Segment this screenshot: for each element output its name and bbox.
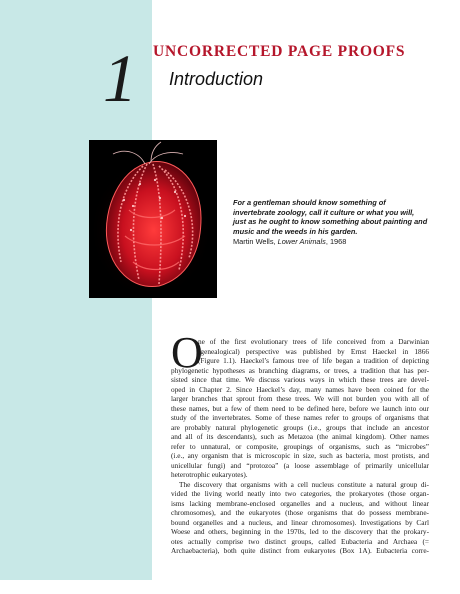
text-line: chromosomes), and the eukaryotes (those organisms that do possess membrane- (171, 508, 429, 517)
text-line: larger branches that sprout from these trees. We will not burden you with all of (171, 394, 429, 403)
drop-cap: O (171, 328, 203, 377)
epigraph-quote: For a gentleman should know something of invertebrate zoology, call it culture or what you will, just as he ought to know something about painting and music and the weeds in his garden. (233, 198, 428, 236)
paragraph-2 (171, 480, 429, 556)
text-line: bound organelles and a nucleus, and linear chromosomes). Investigations by Carl (171, 517, 429, 527)
epigraph-work: Lower Animals (277, 237, 326, 246)
text-line: and all of its descendants), such as Metazoa (the animal kingdom). Other names (171, 432, 429, 441)
text-line: (genealogical) perspective was published by Ernst Haeckel in 1866 (198, 346, 429, 356)
text-line: (Figure 1.1). Haeckel’s famous tree of life began a tradition of depicting (198, 356, 429, 365)
epigraph (233, 198, 429, 247)
text-line: Woese and others, beginning in the 1970s, led to the discovery that the prokary- (171, 527, 429, 536)
ctenophore-illustration (89, 140, 217, 298)
body-text (171, 337, 429, 556)
text-line: vided the living world neatly into two categories, the prokaryotes (those organ- (171, 489, 429, 498)
epigraph-attribution (233, 237, 429, 247)
epigraph-author: Martin Wells, (233, 237, 276, 246)
proof-watermark-label: UNCORRECTED PAGE PROOFS (153, 43, 406, 60)
text-line: otes actually comprise two distinct groups, called Eubacteria and Archaea (= (171, 536, 429, 546)
chapter-number: 1 (103, 40, 137, 116)
text-line: Archaebacteria), both quite distinct from eukaryotes (Box 1A). Eubacteria corre- (171, 546, 429, 555)
text-line: unicellular fungi) and “protozoa” (a loose assemblage of primarily unicellular (171, 460, 429, 470)
chapter-title: Introduction (169, 69, 264, 89)
text-line: isms lacking membrane-enclosed organelles and a nucleus, and without linear (171, 498, 429, 508)
text-line: oped in Chapter 2. Since Haeckel’s day, many names have been coined for the (171, 384, 429, 394)
epigraph-year: , 1968 (325, 237, 347, 246)
text-line: sisted since that time. We discuss various ways in which these trees are devel- (171, 375, 429, 384)
text-line: refer to unnatural, or composite, groupings of organisms, such as “microbes” (171, 441, 429, 451)
text-line: phylogenetic hypotheses as branching diagrams, or trees, a tradition that has per- (171, 365, 429, 375)
text-line: study of the invertebrates. Some of these names refer to groups of organisms that (171, 413, 429, 422)
text-line: heterotrophic eukaryotes). (171, 470, 248, 479)
text-line: these names, but a few of them need to be defined here, before we launch into our (171, 403, 429, 413)
text-line: The discovery that organisms with a cell nucleus constitute a natural group di- (179, 479, 429, 489)
text-line: are probably natural phylogenetic groups (i.e., groups that include an ancestor (171, 422, 429, 432)
text-line: (i.e., any organism that is microscopic in size, such as bacteria, most protists, and (171, 451, 429, 460)
text-line: ne of the first evolutionary trees of life conceived from a Darwinian (198, 337, 429, 346)
chapter-opener-photo (89, 140, 217, 298)
paragraph-1 (171, 337, 429, 480)
